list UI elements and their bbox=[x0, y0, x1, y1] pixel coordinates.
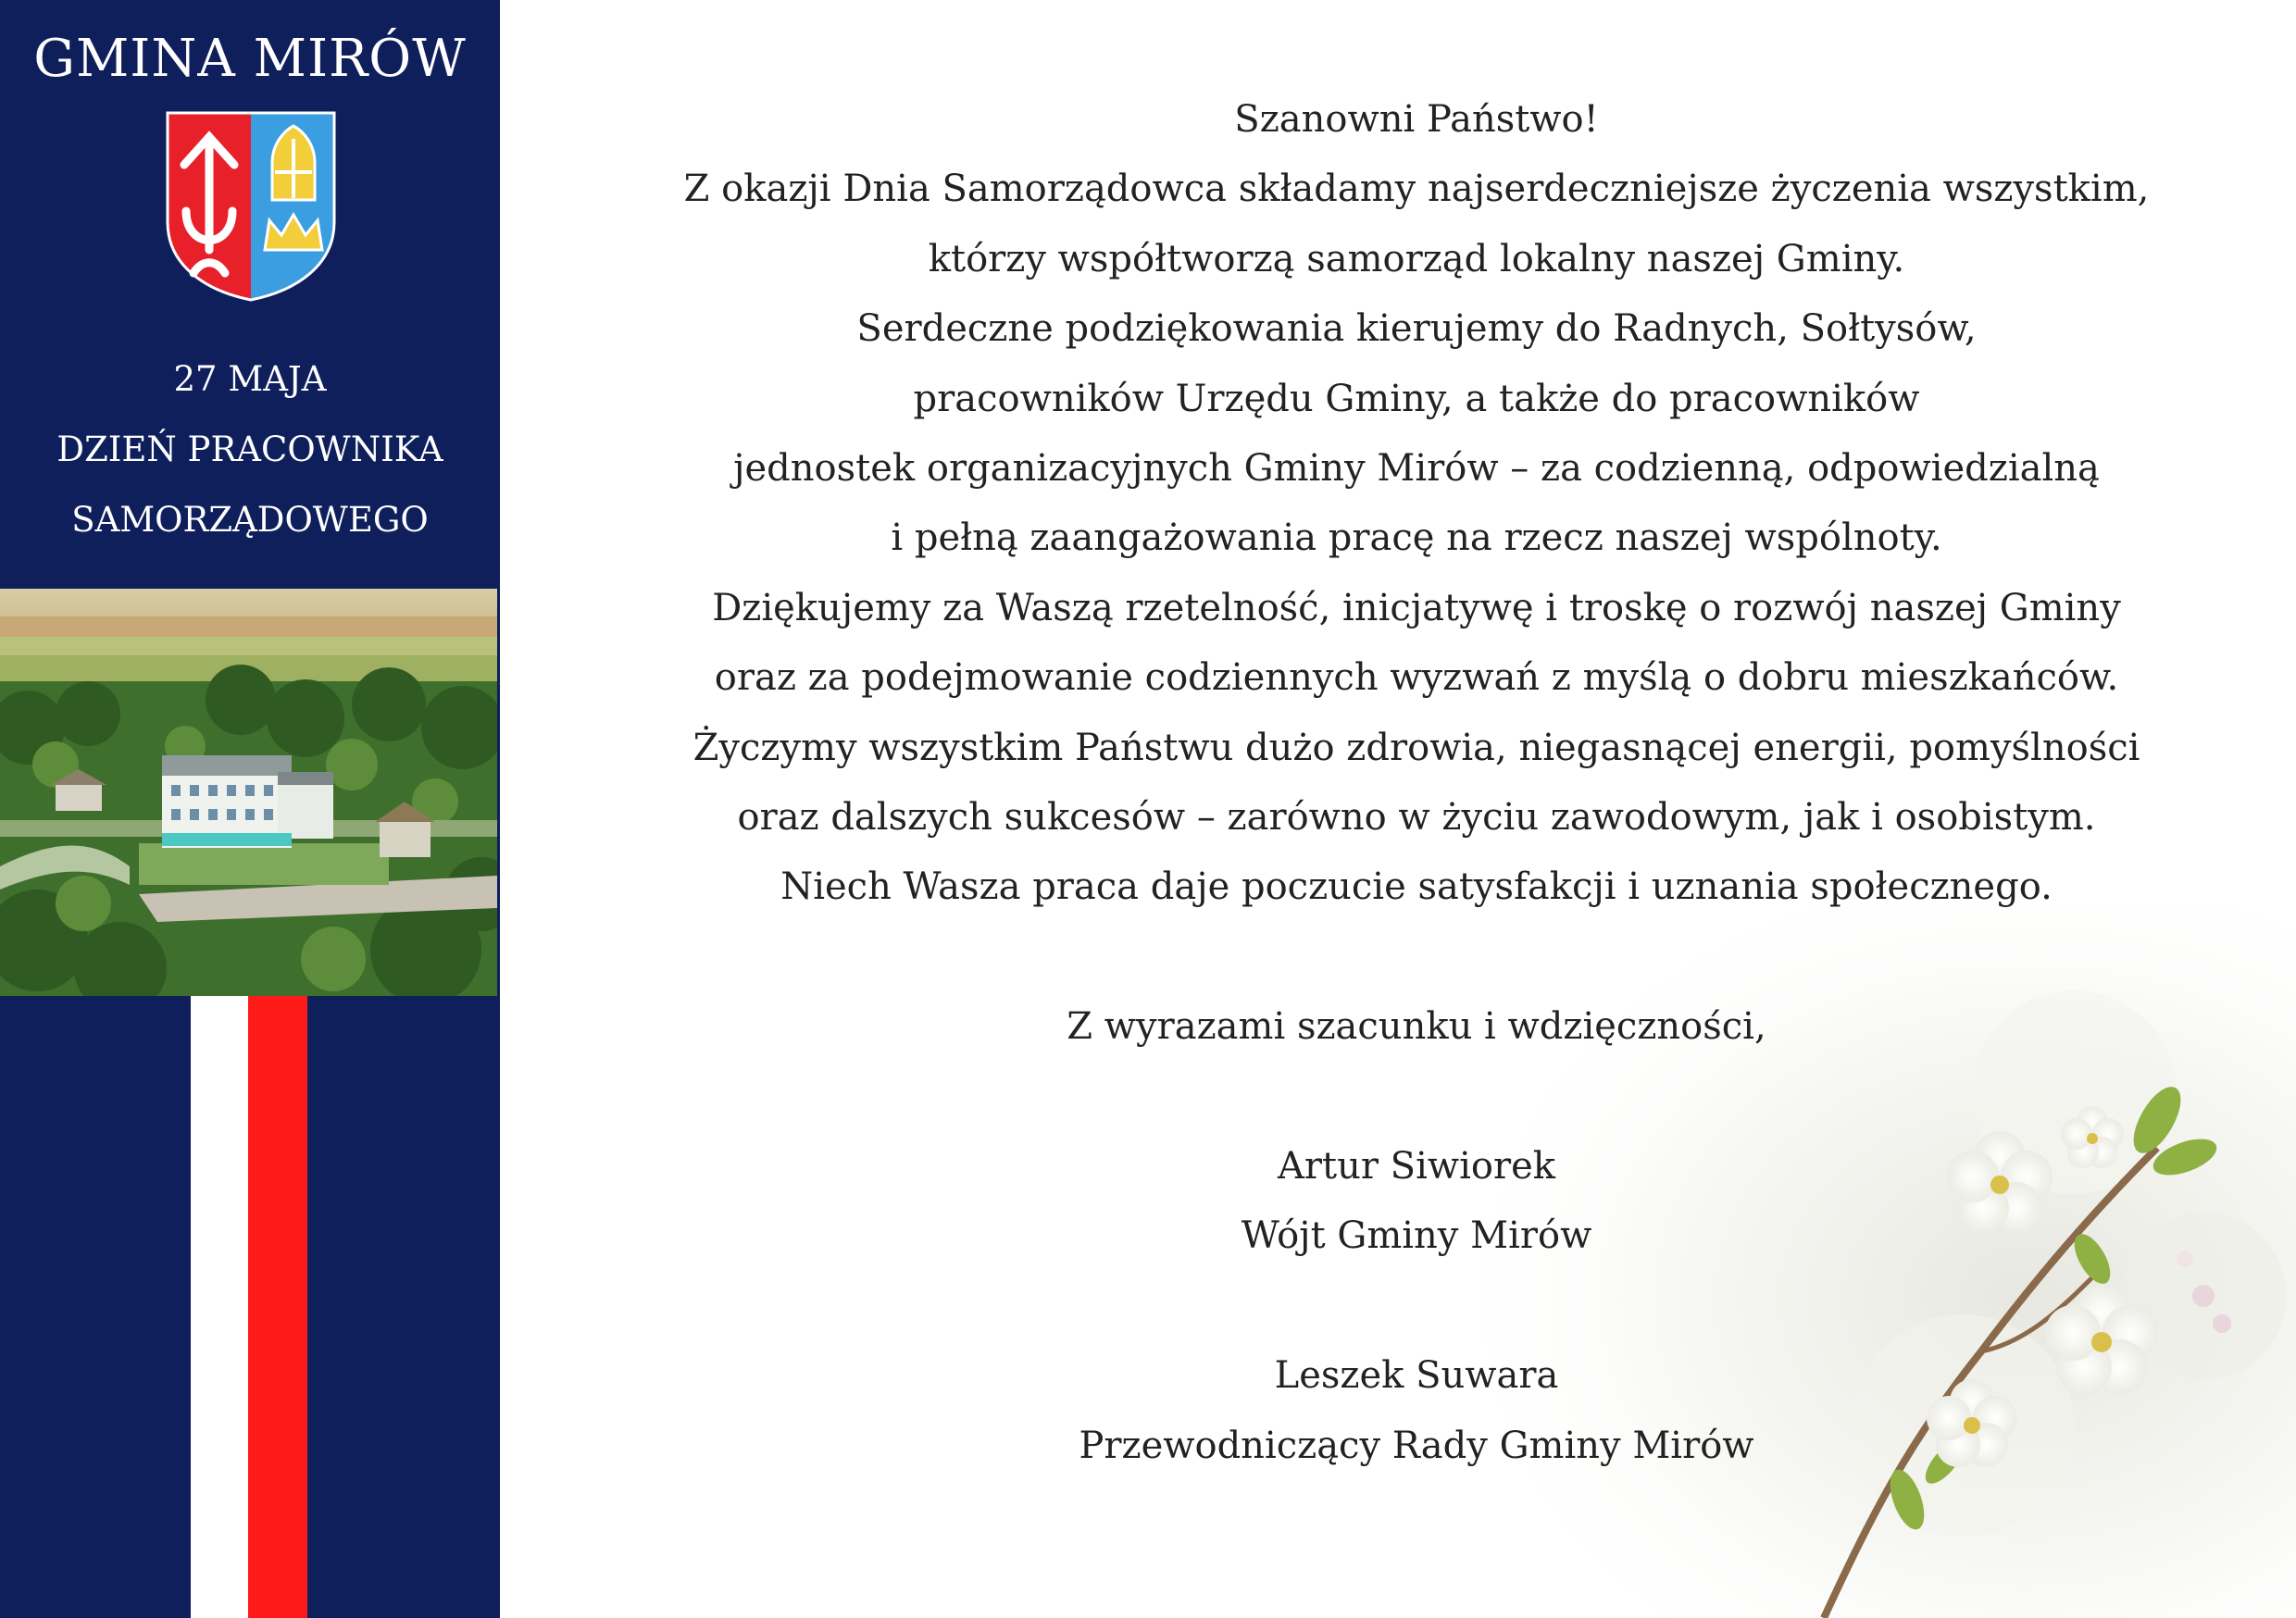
greeting: Szanowni Państwo! bbox=[1234, 98, 1599, 141]
signatory-name: Leszek Suwara bbox=[1274, 1354, 1559, 1398]
body-line: pracowników Urzędu Gminy, a także do pracowników bbox=[913, 377, 1920, 420]
date-line-3: SAMORZĄDOWEGO bbox=[71, 500, 429, 540]
flag-stripe-white bbox=[191, 996, 248, 1618]
signatory-role: Przewodniczący Rady Gminy Mirów bbox=[1079, 1424, 1754, 1467]
date-line-1: 27 MAJA bbox=[173, 359, 327, 399]
spacer bbox=[518, 1272, 2296, 1341]
signatory-role: Wójt Gminy Mirów bbox=[1241, 1214, 1592, 1258]
spacer bbox=[518, 923, 2296, 992]
body-line: Serdeczne podziękowania kierujemy do Radnych, Sołtysów, bbox=[856, 307, 1977, 351]
flag-stripe-red bbox=[248, 996, 307, 1618]
municipality-title: GMINA MIRÓW bbox=[33, 29, 467, 89]
date-heading bbox=[0, 344, 500, 555]
body-line: którzy współtworzą samorząd lokalny naszej Gminy. bbox=[928, 237, 1905, 280]
spacer bbox=[518, 1063, 2296, 1132]
aerial-photo bbox=[0, 589, 497, 996]
body-line: oraz dalszych sukcesów – zarówno w życiu zawodowym, jak i osobistym. bbox=[737, 796, 2096, 840]
body-line: Z okazji Dnia Samorządowca składamy najserdeczniejsze życzenia wszystkim, bbox=[683, 168, 2150, 211]
coat-of-arms-icon bbox=[166, 111, 336, 302]
letter-body bbox=[518, 85, 2296, 1481]
sidebar bbox=[0, 0, 500, 1618]
closing: Z wyrazami szacunku i wdzięczności, bbox=[1067, 1005, 1766, 1049]
body-line: jednostek organizacyjnych Gminy Mirów – za codzienną, odpowiedzialną bbox=[733, 447, 2100, 491]
body-line: oraz za podejmowanie codziennych wyzwań z myślą o dobru mieszkańców. bbox=[714, 656, 2119, 700]
date-line-2: DZIEŃ PRACOWNIKA bbox=[56, 429, 443, 469]
body-line: Dziękujemy za Waszą rzetelność, inicjatywę i troskę o rozwój naszej Gminy bbox=[712, 586, 2121, 629]
body-line: Niech Wasza praca daje poczucie satysfakcji i uznania społecznego. bbox=[780, 865, 2053, 909]
body-line: Życzymy wszystkim Państwu dużo zdrowia, niegasnącej energii, pomyślności bbox=[693, 726, 2140, 769]
signatory-name: Artur Siwiorek bbox=[1277, 1145, 1556, 1189]
body-line: i pełną zaangażowania pracę na rzecz naszej wspólnoty. bbox=[891, 517, 1942, 560]
